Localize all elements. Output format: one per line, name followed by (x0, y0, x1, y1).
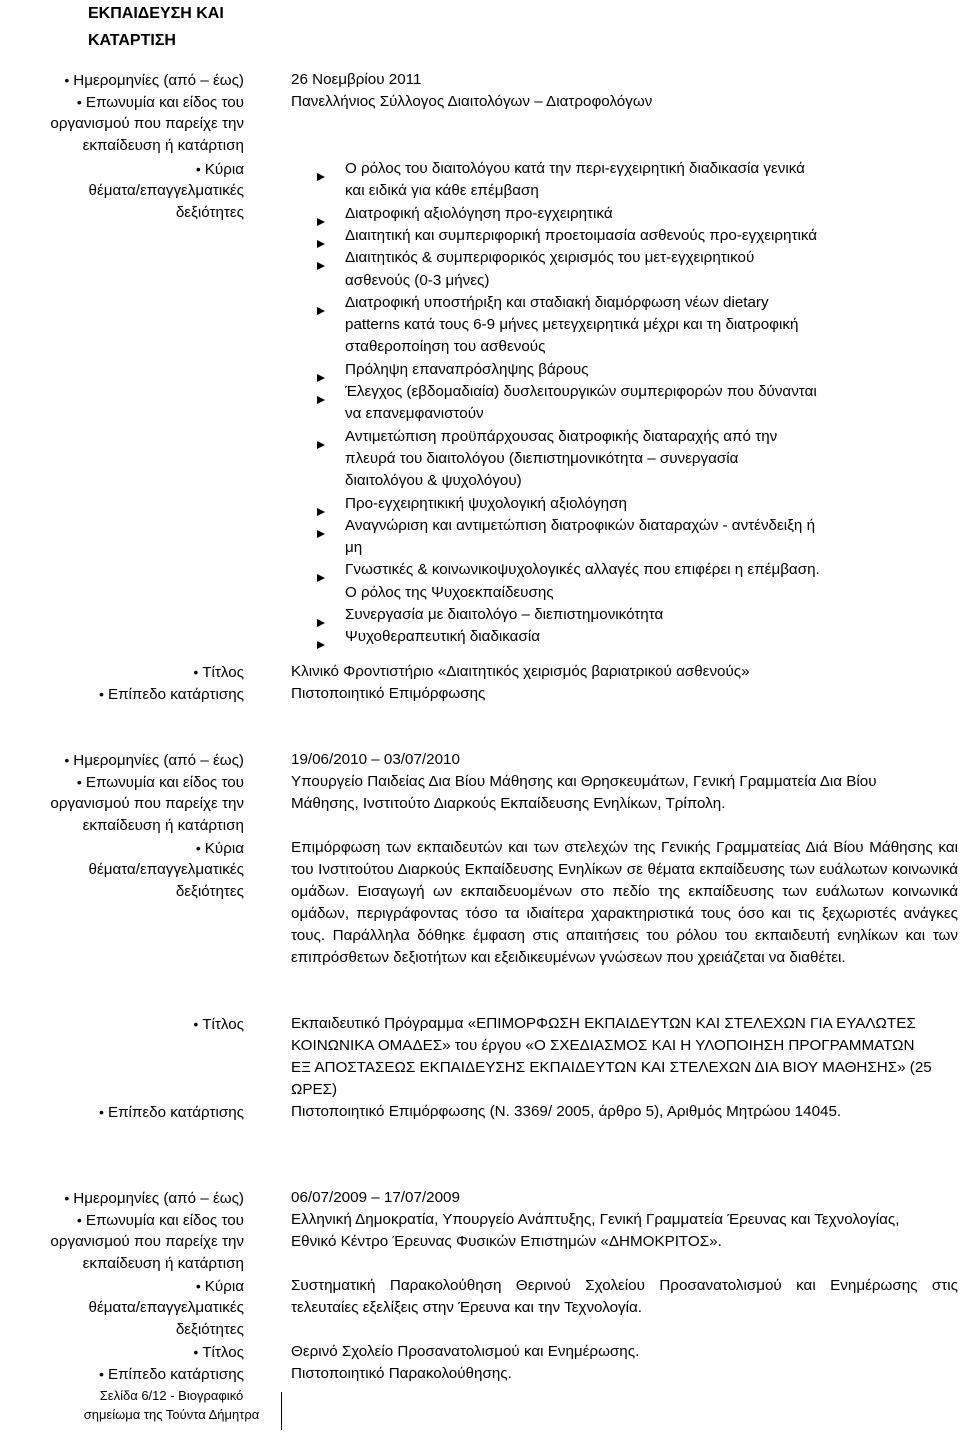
bullet-icon: • (99, 1104, 104, 1120)
bullet-icon (317, 300, 325, 308)
skills-bullet-text: Ψυχοθεραπευτική διαδικασία (345, 628, 540, 646)
bullet-icon (317, 255, 325, 263)
bullet-icon: • (195, 161, 201, 177)
skills-bullet-text: Διαιτητική και συμπεριφορική προετοιμασία ασθενούς προ-εγχειρητικά (345, 226, 818, 244)
skills-bullet-text: Αναγνώριση και αντιμετώπιση διατροφικών διαταραχών - αντένδειξη ή (345, 516, 816, 534)
skills-bullet-text: Γνωστικές & κοινωνικοψυχολογικές αλλαγές που επιφέρει η επέμβαση. (345, 561, 820, 579)
entry-level: Πιστοποιητικό Παρακολούθησης. (291, 1365, 512, 1382)
page-footer (62, 1386, 281, 1424)
bullet-icon: • (64, 1190, 70, 1206)
section-title (88, 0, 224, 54)
org-label-cont: οργανισμού που παρείχε την (50, 795, 244, 812)
entry-dates: 26 Νοεμβρίου 2011 (291, 71, 422, 88)
dates-label: • Ημερομηνίες (από – έως) (64, 1190, 244, 1207)
title-label: • Τίτλος (193, 1016, 244, 1033)
skills-label-cont: θέματα/επαγγελματικές (88, 182, 244, 199)
entry-level: Πιστοποιητικό Επιμόρφωσης (Ν. 3369/ 2005, άρθρο 5), Αριθμός Μητρώου 14045. (291, 1103, 842, 1120)
org-label-cont: εκπαίδευση ή κατάρτιση (82, 1255, 244, 1272)
bullet-icon: • (76, 1212, 82, 1228)
skills-label: • Κύρια (195, 840, 244, 857)
entry-title: Θερινό Σχολείο Προσανατολισμού και Ενημέρωσης. (291, 1343, 640, 1360)
level-label: • Επίπεδο κατάρτισης (99, 1104, 244, 1121)
bullet-icon (317, 501, 325, 509)
org-label-cont: οργανισμού που παρείχε την (50, 1233, 244, 1250)
skills-bullet-text: σταθεροποίηση του ασθενούς (345, 338, 546, 356)
skills-bullet-text: Διαιτητικός & συμπεριφορικός χειρισμός του μετ-εγχειρητικού (345, 249, 755, 267)
skills-bullet-text: patterns κατά τους 6-9 μήνες μετεγχειρητικά μέχρι και τη διατροφική (345, 316, 799, 334)
bullet-icon (317, 634, 325, 642)
skills-bullet-text: Διατροφική αξιολόγηση προ-εγχειρητικά (345, 204, 613, 222)
skills-label-cont: θέματα/επαγγελματικές (88, 1299, 244, 1316)
skills-bullet-text: Αντιμετώπιση προϋπάρχουσας διατροφικής διαταραχής από την (345, 427, 778, 445)
bullet-icon: • (193, 664, 199, 680)
footer-divider (281, 1392, 282, 1430)
bullet-icon: • (193, 1016, 199, 1032)
skills-bullet-text: Προ-εγχειρητικική ψυχολογική αξιολόγηση (345, 494, 627, 512)
dates-label: • Ημερομηνίες (από – έως) (64, 752, 244, 769)
entry-skills: Συστηματική Παρακολούθηση Θερινού Σχολείου Προσανατολισμού και Ενημέρωσης στις τελευταίες εξελίξεις στην Έρευνα και την Τεχνολογία. (291, 1277, 958, 1316)
org-label-cont: εκπαίδευση ή κατάρτιση (82, 137, 244, 154)
dates-label: • Ημερομηνίες (από – έως) (64, 72, 244, 89)
entry-dates: 06/07/2009 – 17/07/2009 (291, 1189, 460, 1206)
entry-organisation: Υπουργείο Παιδείας Δια Βίου Μάθησης και Θρησκευμάτων, Γενική Γραμματεία Δια Βίου Μάθησης, Ινστιτούτο Διαρκούς Εκπαίδευσης Ενηλίκων, Τρίπολη. (291, 773, 877, 812)
entry-level: Πιστοποιητικό Επιμόρφωσης (291, 685, 486, 702)
bullet-icon (317, 523, 325, 531)
skills-bullet-text: Διατροφική υποστήριξη και σταδιακή διαμόρφωση νέων dietary (345, 293, 769, 311)
org-label: • Επωνυμία και είδος του (76, 1212, 244, 1229)
bullet-icon: • (64, 752, 70, 768)
entry-dates: 19/06/2010 – 03/07/2010 (291, 751, 460, 768)
bullet-icon: • (64, 72, 70, 88)
skills-bullet-text: διαιτολόγου & ψυχολόγου) (345, 472, 522, 490)
bullet-icon (317, 612, 325, 620)
org-label-cont: εκπαίδευση ή κατάρτιση (82, 817, 244, 834)
skills-bullet-text: Ο ρόλος του διαιτολόγου κατά την περι-εγχειρητική διαδικασία γενικά (345, 160, 805, 177)
skills-bullet-text: Συνεργασία με διαιτολόγο – διεπιστημονικότητα (345, 606, 664, 623)
org-label: • Επωνυμία και είδος του (76, 774, 244, 791)
entry-organisation: Πανελλήνιος Σύλλογος Διαιτολόγων – Διατροφολόγων (291, 93, 653, 110)
level-label: • Επίπεδο κατάρτισης (99, 1366, 244, 1383)
level-label: • Επίπεδο κατάρτισης (99, 686, 244, 703)
skills-label-cont: δεξιότητες (175, 883, 244, 900)
skills-bullet-text: ασθενούς (0-3 μήνες) (345, 271, 490, 289)
skills-bullet-text: και ειδικά για κάθε επέμβαση (345, 182, 539, 200)
skills-label: • Κύρια (195, 1278, 244, 1295)
bullet-icon (317, 434, 325, 442)
title-label: • Τίτλος (193, 664, 244, 681)
skills-bullet-text: Πρόληψη επαναπρόσληψης βάρους (345, 360, 589, 378)
title-label: • Τίτλος (193, 1344, 244, 1361)
skills-bullet-text: μη (345, 539, 363, 557)
skills-bullet-text: Έλεγχος (εβδομαδιαία) δυσλειτουργικών συμπεριφορών που δύνανται (345, 383, 817, 400)
org-label-cont: οργανισμού που παρείχε την (50, 115, 244, 132)
footer-line2: σημείωμα της Τούντα Δήμητρα (83, 1407, 260, 1422)
bullet-icon (317, 166, 325, 174)
skills-label-cont: δεξιότητες (175, 204, 244, 221)
bullet-icon (317, 211, 325, 219)
bullet-icon: • (99, 686, 104, 702)
entry-skills: Επιμόρφωση των εκπαιδευτών και των στελεχών της Γενικής Γραμματείας Διά Βίου Μάθησης και του Ινστιτούτου Διαρκούς Εκπαίδευσης Ενηλίκων σε θέματα εκπαίδευσης των ευάλωτων κοινωνικά ομάδων. Εισαγωγή ων εκπαιδευομένων στο πεδίο της εκπαίδευσης των ευάλωτων κοινωνικά ομάδων, περιγράφοντας τόσο τα ιδιαίτερα χαρακτηριστικά τους όσο και τις ξεχωριστές ανάγκες τους. Παράλληλα δόθηκε έμφαση στις απαιτήσεις του ρόλου του εκπαιδευτή ενηλίκων και των επιπρόσθετων δεξιοτήτων και εξειδικευμένων γνώσεων που χρειάζεται να διαθέτει. (291, 839, 958, 966)
entry-title: Εκπαιδευτικό Πρόγραμμα «ΕΠΙΜΟΡΦΩΣΗ ΕΚΠΑΙΔΕΥΤΩΝ ΚΑΙ ΣΤΕΛΕΧΩΝ ΓΙΑ ΕΥΑΛΩΤΕΣ ΚΟΙΝΩΝΙΚΑ ΟΜΑΔΕΣ» του έργου «Ο ΣΧΕΔΙΑΣΜΟΣ ΚΑΙ Η ΥΛΟΠΟΙΗΣΗ ΠΡΟΓΡΑΜΜΑΤΩΝ ΕΞ ΑΠΟΣΤΑΣΕΩΣ ΕΚΠΑΙΔΕΥΣΗΣ ΕΚΠΑΙΔΕΥΤΩΝ ΚΑΙ ΣΤΕΛΕΧΩΝ ΔΙΑ ΒΙΟΥ ΜΑΘΗΣΗΣ» (25 ΩΡΕΣ) (291, 1015, 932, 1098)
bullet-icon: • (76, 774, 82, 790)
bullet-icon: • (76, 94, 82, 110)
bullet-icon (317, 367, 325, 375)
bullet-icon (317, 567, 325, 575)
bullet-icon: • (99, 1366, 104, 1382)
org-label: • Επωνυμία και είδος του (76, 94, 244, 111)
entry-organisation: Ελληνική Δημοκρατία, Υπουργείο Ανάπτυξης, Γενική Γραμματεία Έρευνας και Τεχνολογίας, Εθνικό Κέντρο Έρευνας Φυσικών Επιστημών «ΔΗΜΟΚΡΙΤΟΣ». (291, 1211, 900, 1250)
skills-bullet-text: πλευρά του διαιτολόγου (διεπιστημονικότητα – συνεργασία (345, 449, 739, 467)
skills-bullet-text: Ο ρόλος της Ψυχοεκπαίδευσης (345, 583, 554, 601)
bullet-icon (317, 389, 325, 397)
skills-label-cont: θέματα/επαγγελματικές (88, 861, 244, 878)
bullet-icon: • (193, 1344, 199, 1360)
bullet-icon (317, 233, 325, 241)
skills-bullet-text: να επανεμφανιστούν (345, 405, 484, 423)
bullet-icon: • (195, 840, 201, 856)
bullet-icon: • (195, 1278, 201, 1294)
skills-label: • Κύρια (195, 161, 244, 178)
footer-line1: Σελίδα 6/12 - Βιογραφικό (99, 1388, 244, 1403)
skills-label-cont: δεξιότητες (175, 1321, 244, 1338)
entry-title: Κλινικό Φροντιστήριο «Διαιτητικός χειρισμός βαριατρικού ασθενούς» (291, 663, 750, 680)
section-title-line1: ΕΚΠΑΙΔΕΥΣΗ ΚΑΙ (88, 5, 224, 22)
section-title-line2: ΚΑΤΑΡΤΙΣΗ (88, 32, 176, 49)
